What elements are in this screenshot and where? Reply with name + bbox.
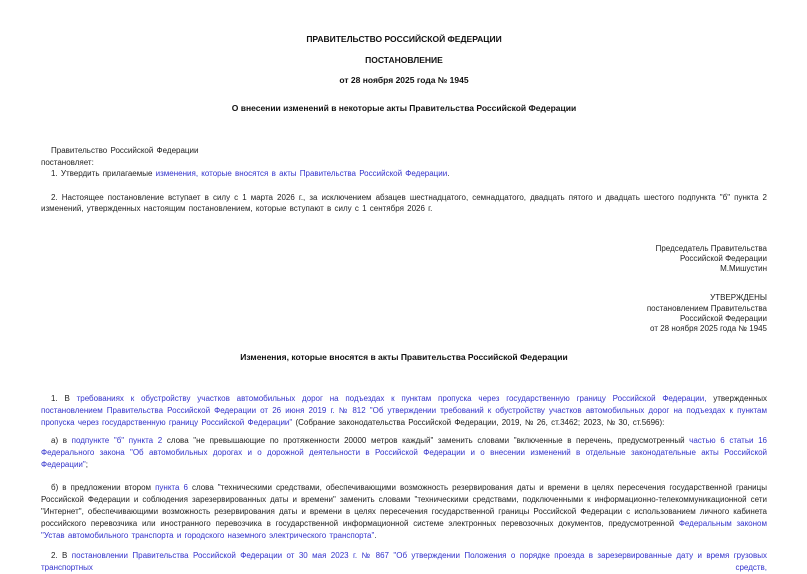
doc-link[interactable]: изменения, которые вносятся в акты Правительства Российской Федерации [155,169,448,178]
text-segment: слова "не превышающие по протяженности 20000 метров каждый" заменить словами "включенные в перечень, предусмотренный [162,435,690,445]
approval-line: от 28 ноября 2025 года № 1945 [650,324,767,334]
doc-link[interactable]: постановлении Правительства Российской Федерации от 30 мая 2023 г. № 867 "Об утверждении Положения о порядке проезда в зарезервированные дату и время грузовых транспортных средств, [41,550,767,572]
signature-line: Российской Федерации [680,253,767,263]
approval-line: Российской Федерации [680,313,767,323]
text-segment: 2. Настоящее постановление вступает в силу с 1 марта 2026 г., за исключением абзацев шестнадцатого, семнадцатого, двадцать пятого и двадцать шестого подпункта "б" пункта 2 изменений, утвержденных настоящим постановлением, которые вступают в силу с 1 сентября 2026 г. [41,192,767,213]
signature-block [41,244,767,275]
approval-block [41,293,767,334]
text-segment: ; [85,459,88,469]
doc-subject: О внесении изменений в некоторые акты Правительства Российской Федерации [231,103,577,113]
annex-title: Изменения, которые вносятся в акты Правительства Российской Федерации [240,351,568,362]
annex-paragraph-b [41,482,767,542]
text-segment: 1. Утвердить прилагаемые [51,169,156,178]
text-segment: а) в [51,435,72,445]
doc-link[interactable]: подпункте "б" пункта 2 [71,435,163,445]
doc-org-title: ПРАВИТЕЛЬСТВО РОССИЙСКОЙ ФЕДЕРАЦИИ [306,34,502,44]
annex-paragraph-a [41,435,767,471]
doc-link[interactable]: Федеральным законом "Устав автомобильного транспорта и городского наземного электрического транспорта" [41,518,767,540]
approval-line: УТВЕРЖДЕНЫ [710,293,767,303]
approval-line: постановлением Правительства [646,303,767,313]
text-segment: 2. В [51,550,72,560]
preamble-resolves: постановляет: [41,157,94,167]
doc-paragraph-item2 [41,192,767,215]
doc-link[interactable]: требованиях к обустройству участков автомобильных дорог на подъездах к пунктам пропуска через государственную границу Российской Федерации, [76,393,707,403]
text-segment: . [374,530,377,540]
doc-type: ПОСТАНОВЛЕНИЕ [365,55,443,65]
text-segment: б) в предложении втором [51,482,156,492]
signature-line: М.Мишустин [720,264,767,274]
doc-link[interactable]: постановлением Правительства Российской Федерации от 26 июня 2019 г. № 812 "Об утверждении требований к обустройству участков автомобильных дорог на подъездах к пунктам пропуска через государственную границу Российской Федерации" [41,405,767,427]
text-segment: (Собрание законодательства Российской Федерации, 2019, № 26, ст.3462; 2023, № 30, ст.5696): [292,417,665,427]
text-segment: 1. В [51,393,77,403]
preamble-intro: Правительство Российской Федерации [51,146,199,155]
doc-link[interactable]: пункта 6 [155,482,188,492]
annex-paragraph-2 [41,550,767,574]
text-segment: утвержденных [706,393,767,403]
text-segment: . [447,169,450,178]
annex-paragraph-1 [41,393,767,429]
doc-link[interactable]: частью 6 статьи 16 Федерального закона "Об автомобильных дорогах и о дорожной деятельности в Российской Федерации и о внесении изменений в отдельные законодательные акты Российской Федерации" [41,435,767,469]
doc-paragraph-item1 [41,168,767,180]
signature-line: Председатель Правительства [655,243,767,253]
doc-date-number: от 28 ноября 2025 года № 1945 [339,75,469,85]
text-segment: слова "техническими средствами, обеспечивающими возможность резервирования даты и времени в целях пересечения государственной границы Российской Федерации и соблюдения зарезервированных даты и времени" заменить словами "техническими средствами, подключенными к информационно-телекоммуникационной сети "Интернет", обеспечивающими возможность резервирования даты и времени в целях пересечения государственной границы Российской Федерации с использованием личного кабинета российского перевозчика или иностранного перевозчика в государственной информационной системе электронных перевозочных документов, предусмотренной [41,482,767,528]
